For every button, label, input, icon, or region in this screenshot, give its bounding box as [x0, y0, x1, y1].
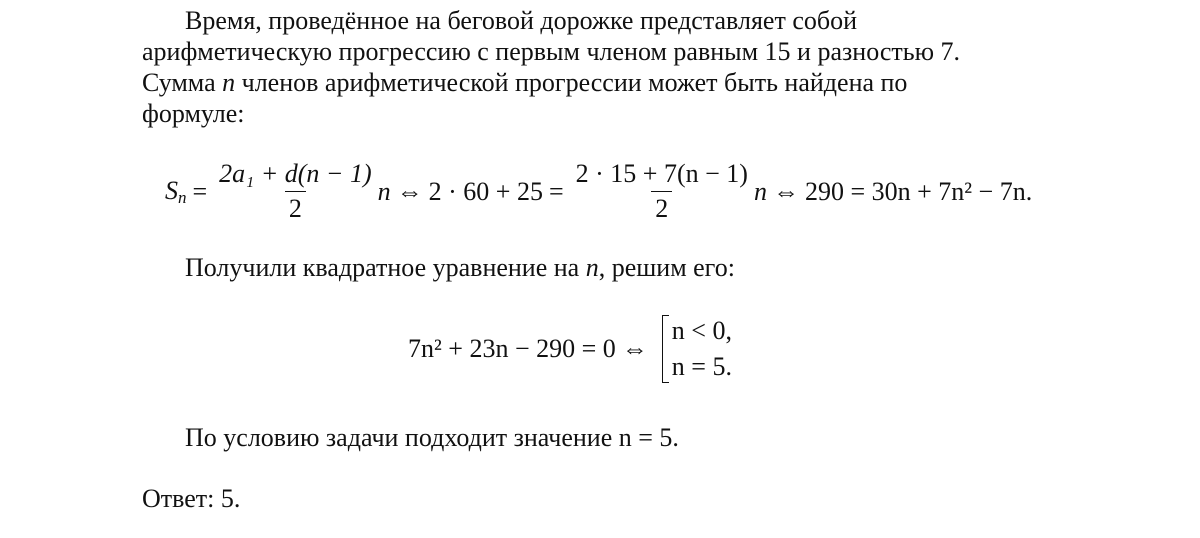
line3-var-n: n — [222, 68, 236, 97]
paragraph-line-2: арифметическую прогрессию с первым членом равным 15 и разностью 7. — [142, 37, 961, 66]
condition-text: По условию задачи подходит значение — [185, 423, 613, 452]
paragraph-line-4: формуле: — [142, 99, 245, 128]
line3-text-b: членов арифметической прогрессии может быть найдена по — [241, 68, 908, 97]
middle-expression: 2 · 60 + 25 — [428, 176, 543, 206]
paragraph-line-3 — [142, 67, 907, 98]
quadratic-text-b: , решим его: — [598, 253, 735, 282]
sum-formula — [165, 160, 1032, 223]
quadratic-var: n — [585, 253, 599, 282]
condition-value: n = 5. — [618, 423, 679, 452]
case-1: n < 0, — [671, 316, 732, 345]
fraction-1-denominator: 2 — [285, 191, 306, 223]
quadratic-text-a: Получили квадратное уравнение на — [185, 253, 580, 282]
iff-1: ⇔ — [396, 176, 423, 206]
line3-text-a: Сумма — [142, 68, 216, 97]
equals-2: = — [548, 176, 564, 206]
multiplier-n-1: n — [377, 176, 391, 206]
lhs-s: $S_n$ — [165, 175, 187, 207]
quadratic-lhs: 7n² + 23n − 290 = 0 — [408, 334, 616, 363]
fraction-2-denominator: 2 — [651, 191, 672, 223]
multiplier-n-2: n — [753, 176, 767, 206]
case-2: n = 5. — [671, 352, 732, 381]
iff-2: ⇔ — [772, 176, 799, 206]
fraction-2 — [572, 160, 752, 223]
answer-line: Ответ: 5. — [142, 484, 241, 513]
equals-1: = — [192, 176, 208, 206]
rhs-expression: 290 = 30n + 7n² − 7n. — [804, 176, 1033, 206]
quadratic-formula — [408, 313, 732, 385]
fraction-1 — [215, 160, 375, 223]
paragraph-quadratic — [185, 252, 735, 283]
fraction-1-numerator: 2a₁ + d(n − 1) — [219, 159, 372, 188]
paragraph-line-1: Время, проведённое на беговой дорожке представляет собой — [185, 6, 858, 35]
paragraph-condition — [185, 422, 679, 453]
iff-3: ⇔ — [621, 334, 648, 363]
fraction-2-numerator: 2 · 15 + 7(n − 1) — [575, 159, 748, 188]
solution-system — [662, 313, 732, 385]
